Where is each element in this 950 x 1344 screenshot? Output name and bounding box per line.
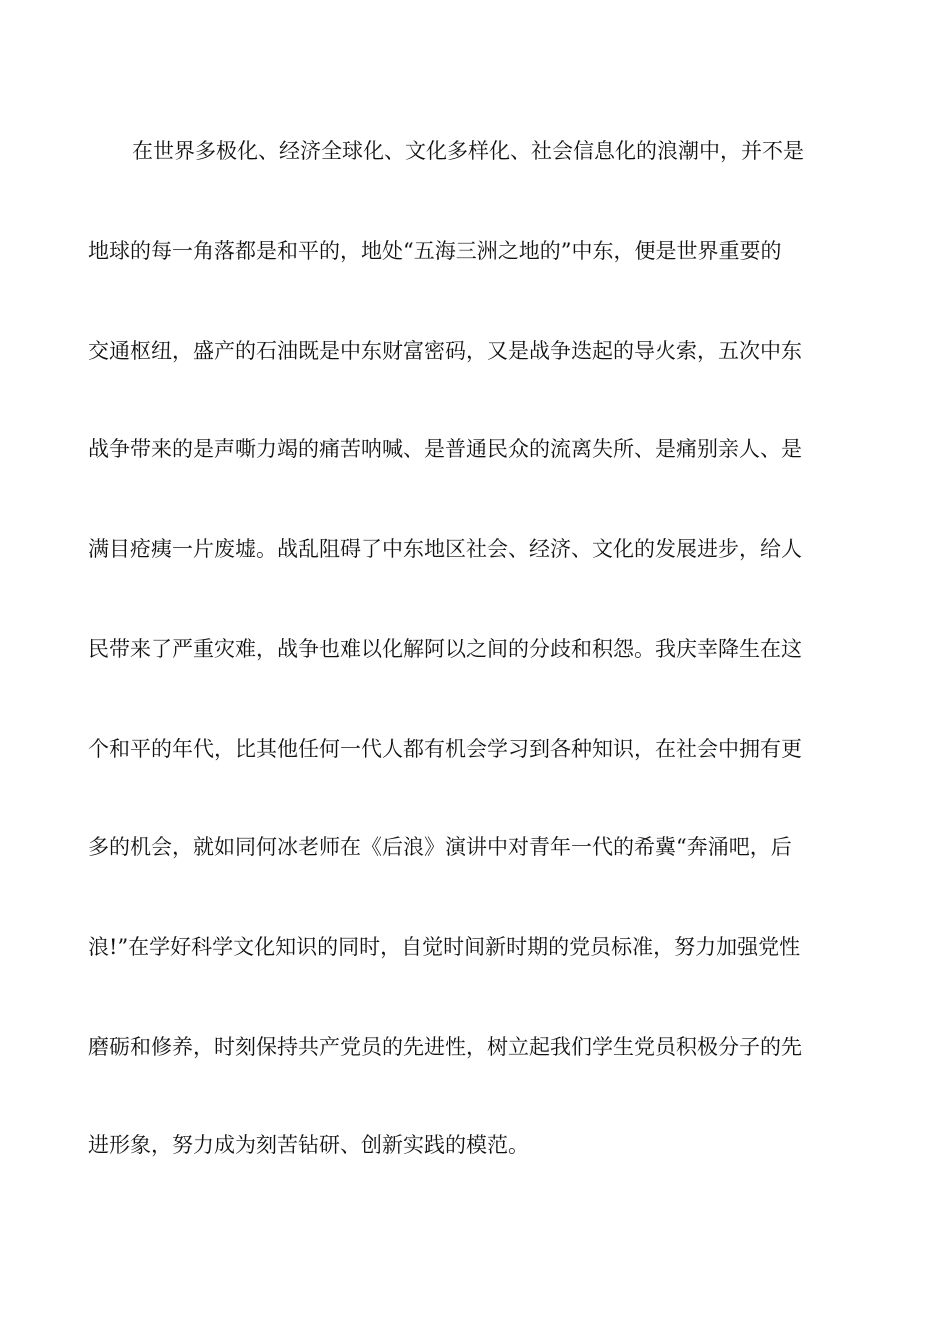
paragraph-line-2: 地球的每一角落都是和平的，地处“五海三洲之地的”中东，便是世界重要的 (88, 239, 782, 263)
paragraph-line-7: 个和平的年代，比其他任何一代人都有机会学习到各种知识，在社会中拥有更 (88, 737, 802, 761)
paragraph-line-11: 进形象，努力成为刻苦钻研、创新实践的模范。 (88, 1133, 529, 1157)
paragraph-line-3: 交通枢纽，盛产的石油既是中东财富密码，又是战争迭起的导火索，五次中东 (88, 339, 802, 363)
paragraph-line-10: 磨砺和修养，时刻保持共产党员的先进性，树立起我们学生党员积极分子的先 (88, 1035, 802, 1059)
paragraph-line-4: 战争带来的是声嘶力竭的痛苦呐喊、是普通民众的流离失所、是痛别亲人、是 (88, 437, 802, 461)
paragraph-line-5: 满目疮痍一片废墟。战乱阻碍了中东地区社会、经济、文化的发展进步，给人 (88, 537, 802, 561)
paragraph-line-9: 浪!”在学好科学文化知识的同时，自觉时间新时期的党员标准，努力加强党性 (88, 935, 801, 959)
paragraph-line-6: 民带来了严重灾难，战争也难以化解阿以之间的分歧和积怨。我庆幸降生在这 (88, 637, 802, 661)
paragraph-line-1: 在世界多极化、经济全球化、文化多样化、社会信息化的浪潮中，并不是 (132, 139, 804, 163)
paragraph-line-8: 多的机会，就如同何冰老师在《后浪》演讲中对青年一代的希冀“奔涌吧，后 (88, 835, 792, 859)
